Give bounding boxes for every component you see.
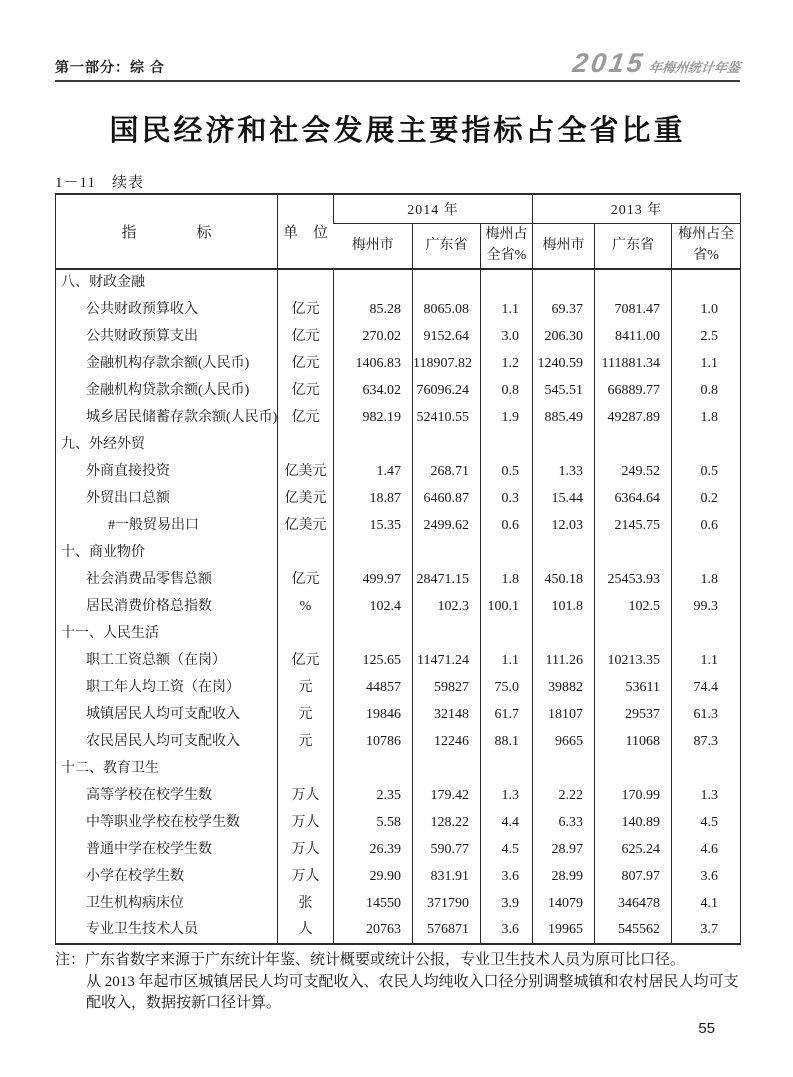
cell-value: 3.6: [481, 863, 533, 890]
cell-value: 29537: [595, 701, 672, 728]
cell-value: 39882: [533, 674, 595, 701]
row-label: 公共财政预算支出: [86, 328, 198, 344]
header-unit: 单 位: [278, 194, 334, 269]
row-unit: 亿美元: [278, 458, 334, 485]
row-unit: 亿元: [278, 323, 334, 350]
row-unit: %: [278, 593, 334, 620]
cell-value: 179.42: [413, 782, 481, 809]
cell-value: 545.51: [533, 377, 595, 404]
table-note: [55, 950, 740, 1015]
cell-value: 28.99: [533, 863, 595, 890]
cell-value: 15.44: [533, 485, 595, 512]
cell-value: 1.0: [672, 296, 741, 323]
section-title: 十、商业物价: [61, 544, 145, 560]
cell-value: 3.6: [672, 863, 741, 890]
cell-value: [334, 431, 413, 458]
cell-value: 101.8: [533, 593, 595, 620]
table-body: [56, 269, 741, 944]
cell-value: 76096.24: [413, 377, 481, 404]
row-unit: 万人: [278, 809, 334, 836]
cell-value: 61.7: [481, 701, 533, 728]
cell-value: [413, 431, 481, 458]
cell-value: 7081.47: [595, 296, 672, 323]
row-label: 城乡居民储蓄存款余额(人民币): [86, 409, 278, 425]
table-row: [56, 404, 741, 431]
cell-value: [481, 269, 533, 296]
row-unit: [278, 620, 334, 647]
cell-value: [595, 269, 672, 296]
cell-value: [334, 620, 413, 647]
logo-year-text: 2015: [570, 48, 648, 78]
cell-value: 28.97: [533, 836, 595, 863]
cell-value: [533, 431, 595, 458]
section-row: [56, 269, 741, 296]
cell-value: 59827: [413, 674, 481, 701]
cell-value: 111881.34: [595, 350, 672, 377]
cell-value: 1.3: [481, 782, 533, 809]
cell-value: 3.9: [481, 890, 533, 917]
cell-value: [481, 620, 533, 647]
row-label: 农民居民人均可支配收入: [86, 733, 240, 749]
row-label: 卫生机构病床位: [86, 895, 184, 911]
cell-value: 1.9: [481, 404, 533, 431]
cell-value: 44857: [334, 674, 413, 701]
cell-value: [481, 539, 533, 566]
section-title: 十一、人民生活: [61, 625, 159, 641]
cell-value: 885.49: [533, 404, 595, 431]
cell-value: 4.1: [672, 890, 741, 917]
table-header: [56, 194, 741, 269]
table-row: [56, 512, 741, 539]
table-row: [56, 647, 741, 674]
cell-value: 111.26: [533, 647, 595, 674]
cell-value: 625.24: [595, 836, 672, 863]
cell-value: [672, 620, 741, 647]
cell-value: 0.3: [481, 485, 533, 512]
cell-value: 982.19: [334, 404, 413, 431]
cell-value: 2.35: [334, 782, 413, 809]
cell-value: 102.3: [413, 593, 481, 620]
cell-value: [595, 431, 672, 458]
cell-value: [413, 539, 481, 566]
cell-value: 4.4: [481, 809, 533, 836]
cell-value: [533, 269, 595, 296]
table-row: [56, 485, 741, 512]
row-unit: 亿元: [278, 377, 334, 404]
cell-value: 3.0: [481, 323, 533, 350]
table-row: [56, 674, 741, 701]
header-year-2013: 2013 年: [533, 194, 741, 223]
row-unit: 张: [278, 890, 334, 917]
cell-value: 19965: [533, 917, 595, 944]
cell-value: 590.77: [413, 836, 481, 863]
cell-value: 88.1: [481, 728, 533, 755]
cell-value: 8411.00: [595, 323, 672, 350]
cell-value: 32148: [413, 701, 481, 728]
cell-value: 4.5: [672, 809, 741, 836]
row-label: 社会消费品零售总额: [86, 571, 212, 587]
cell-value: 118907.82: [413, 350, 481, 377]
section-label: 第一部分：综 合: [55, 59, 165, 75]
cell-value: 2.22: [533, 782, 595, 809]
page-title: 国民经济和社会发展主要指标占全省比重: [109, 115, 686, 147]
section-row: [56, 431, 741, 458]
row-unit: 亿元: [278, 404, 334, 431]
cell-value: 18.87: [334, 485, 413, 512]
row-unit: 万人: [278, 782, 334, 809]
section-row: [56, 755, 741, 782]
cell-value: 1.8: [481, 566, 533, 593]
cell-value: 4.5: [481, 836, 533, 863]
cell-value: 4.6: [672, 836, 741, 863]
header-share-2013: 梅州占全省%: [672, 223, 741, 269]
row-label: 城镇居民人均可支配收入: [86, 706, 240, 722]
cell-value: 371790: [413, 890, 481, 917]
header-guangdong-2013: 广东省: [595, 223, 672, 269]
cell-value: [334, 755, 413, 782]
row-unit: [278, 755, 334, 782]
section-title: 十二、教育卫生: [61, 760, 159, 776]
cell-value: 102.5: [595, 593, 672, 620]
row-label: 外商直接投资: [86, 463, 170, 479]
cell-value: [533, 620, 595, 647]
table-row: [56, 350, 741, 377]
yearbook-logo: [570, 48, 742, 78]
cell-value: 0.5: [672, 458, 741, 485]
cell-value: 2.5: [672, 323, 741, 350]
cell-value: 0.6: [481, 512, 533, 539]
cell-value: 0.2: [672, 485, 741, 512]
cell-value: 1.1: [481, 647, 533, 674]
row-unit: 亿元: [278, 647, 334, 674]
cell-value: [595, 620, 672, 647]
cell-value: 102.4: [334, 593, 413, 620]
row-label: 居民消费价格总指数: [86, 598, 212, 614]
row-unit: 人: [278, 917, 334, 944]
cell-value: [481, 755, 533, 782]
table-row: [56, 323, 741, 350]
row-label: 高等学校在校学生数: [86, 787, 212, 803]
cell-value: 74.4: [672, 674, 741, 701]
cell-value: 576871: [413, 917, 481, 944]
cell-value: 12.03: [533, 512, 595, 539]
cell-value: 1406.83: [334, 350, 413, 377]
row-unit: [278, 269, 334, 296]
row-unit: 元: [278, 674, 334, 701]
cell-value: 1.1: [672, 647, 741, 674]
row-unit: [278, 431, 334, 458]
section-row: [56, 620, 741, 647]
cell-value: 14550: [334, 890, 413, 917]
cell-value: 450.18: [533, 566, 595, 593]
cell-value: 52410.55: [413, 404, 481, 431]
row-unit: [278, 539, 334, 566]
cell-value: 9152.64: [413, 323, 481, 350]
cell-value: 75.0: [481, 674, 533, 701]
section-title: 八、财政金融: [61, 275, 145, 290]
row-unit: 亿元: [278, 566, 334, 593]
header-indicator: 指 标: [56, 194, 278, 269]
cell-value: 5.58: [334, 809, 413, 836]
row-label: 职工工资总额（在岗）: [86, 652, 226, 668]
row-unit: 万人: [278, 863, 334, 890]
cell-value: [672, 539, 741, 566]
cell-value: 15.35: [334, 512, 413, 539]
statistics-table: [55, 193, 741, 945]
cell-value: [533, 755, 595, 782]
cell-value: [413, 620, 481, 647]
row-label: 普通中学在校学生数: [86, 841, 212, 857]
cell-value: 0.6: [672, 512, 741, 539]
cell-value: 807.97: [595, 863, 672, 890]
row-label: 金融机构贷款余额(人民币): [86, 382, 250, 398]
row-label: 职工年人均工资（在岗）: [86, 679, 240, 695]
cell-value: 26.39: [334, 836, 413, 863]
cell-value: 1.8: [672, 404, 741, 431]
table-row: [56, 728, 741, 755]
cell-value: 100.1: [481, 593, 533, 620]
cell-value: 270.02: [334, 323, 413, 350]
cell-value: [413, 755, 481, 782]
row-unit: 元: [278, 728, 334, 755]
section-row: [56, 539, 741, 566]
cell-value: 87.3: [672, 728, 741, 755]
table-row: [56, 296, 741, 323]
cell-value: [334, 539, 413, 566]
page-header: [55, 0, 740, 82]
table-row: [56, 917, 741, 944]
header-year-2014: 2014 年: [334, 194, 533, 223]
table-number-label: 1－11 续表: [55, 175, 144, 191]
cell-value: 1.1: [672, 350, 741, 377]
cell-value: 28471.15: [413, 566, 481, 593]
cell-value: 545562: [595, 917, 672, 944]
row-unit: 亿美元: [278, 512, 334, 539]
section-title: 九、外经外贸: [61, 436, 145, 452]
cell-value: 831.91: [413, 863, 481, 890]
header-year-row: [56, 194, 741, 223]
cell-value: 12246: [413, 728, 481, 755]
cell-value: 1.1: [481, 296, 533, 323]
row-unit: 元: [278, 701, 334, 728]
cell-value: 11471.24: [413, 647, 481, 674]
table-row: [56, 782, 741, 809]
cell-value: 128.22: [413, 809, 481, 836]
cell-value: 6364.64: [595, 485, 672, 512]
cell-value: 0.5: [481, 458, 533, 485]
row-label: 专业卫生技术人员: [86, 922, 198, 937]
cell-value: [672, 431, 741, 458]
cell-value: 206.30: [533, 323, 595, 350]
cell-value: 3.6: [481, 917, 533, 944]
cell-value: [672, 269, 741, 296]
row-label: 公共财政预算收入: [86, 301, 198, 317]
cell-value: [595, 539, 672, 566]
cell-value: 25453.93: [595, 566, 672, 593]
page-number: 55: [698, 1020, 715, 1037]
cell-value: [413, 269, 481, 296]
header-meizhou-2013: 梅州市: [533, 223, 595, 269]
row-label: 金融机构存款余额(人民币): [86, 355, 250, 371]
header-meizhou-2014: 梅州市: [334, 223, 413, 269]
cell-value: 69.37: [533, 296, 595, 323]
cell-value: [672, 755, 741, 782]
header-share-2014: 梅州占全省%: [481, 223, 533, 269]
row-label: 中等职业学校在校学生数: [86, 814, 240, 830]
cell-value: 10786: [334, 728, 413, 755]
cell-value: 0.8: [481, 377, 533, 404]
table-row: [56, 458, 741, 485]
cell-value: 8065.08: [413, 296, 481, 323]
cell-value: 29.90: [334, 863, 413, 890]
cell-value: 1.47: [334, 458, 413, 485]
note-line-1: 注：广东省数字来源于广东统计年鉴、统计概要或统计公报，专业卫生技术人员为原可比口径。: [55, 952, 686, 968]
cell-value: 49287.89: [595, 404, 672, 431]
table-row: [56, 836, 741, 863]
row-label: 小学在校学生数: [86, 868, 184, 884]
cell-value: [481, 431, 533, 458]
table-row: [56, 809, 741, 836]
cell-value: 19846: [334, 701, 413, 728]
cell-value: [533, 539, 595, 566]
cell-value: 14079: [533, 890, 595, 917]
cell-value: 170.99: [595, 782, 672, 809]
cell-value: 10213.35: [595, 647, 672, 674]
cell-value: 53611: [595, 674, 672, 701]
cell-value: 1.8: [672, 566, 741, 593]
table-row: [56, 377, 741, 404]
cell-value: 11068: [595, 728, 672, 755]
row-unit: 万人: [278, 836, 334, 863]
cell-value: 2499.62: [413, 512, 481, 539]
cell-value: 2145.75: [595, 512, 672, 539]
cell-value: 0.8: [672, 377, 741, 404]
cell-value: 125.65: [334, 647, 413, 674]
row-unit: 亿美元: [278, 485, 334, 512]
cell-value: 6460.87: [413, 485, 481, 512]
note-line-2: 从 2013 年起市区城镇居民人均可支配收入、农民人均纯收入口径分别调整城镇和农村居民人均可支配收入，数据按新口径计算。: [86, 973, 739, 1011]
cell-value: 1240.59: [533, 350, 595, 377]
cell-value: 18107: [533, 701, 595, 728]
row-label: 外贸出口总额: [86, 490, 170, 506]
cell-value: 61.3: [672, 701, 741, 728]
row-unit: 亿元: [278, 350, 334, 377]
cell-value: 9665: [533, 728, 595, 755]
logo-title-text: 年梅州统计年鉴: [647, 60, 742, 75]
cell-value: [595, 755, 672, 782]
table-row: [56, 890, 741, 917]
cell-value: 634.02: [334, 377, 413, 404]
cell-value: 499.97: [334, 566, 413, 593]
cell-value: 268.71: [413, 458, 481, 485]
cell-value: 1.3: [672, 782, 741, 809]
cell-value: 99.3: [672, 593, 741, 620]
cell-value: 6.33: [533, 809, 595, 836]
table-row: [56, 701, 741, 728]
table-row: [56, 566, 741, 593]
table-row: [56, 863, 741, 890]
row-label: #一般贸易出口: [108, 517, 199, 533]
cell-value: [334, 269, 413, 296]
header-guangdong-2014: 广东省: [413, 223, 481, 269]
table-row: [56, 593, 741, 620]
cell-value: 20763: [334, 917, 413, 944]
cell-value: 1.33: [533, 458, 595, 485]
cell-value: 346478: [595, 890, 672, 917]
cell-value: 249.52: [595, 458, 672, 485]
cell-value: 1.2: [481, 350, 533, 377]
row-unit: 亿元: [278, 296, 334, 323]
cell-value: 3.7: [672, 917, 741, 944]
cell-value: 140.89: [595, 809, 672, 836]
cell-value: 66889.77: [595, 377, 672, 404]
cell-value: 85.28: [334, 296, 413, 323]
